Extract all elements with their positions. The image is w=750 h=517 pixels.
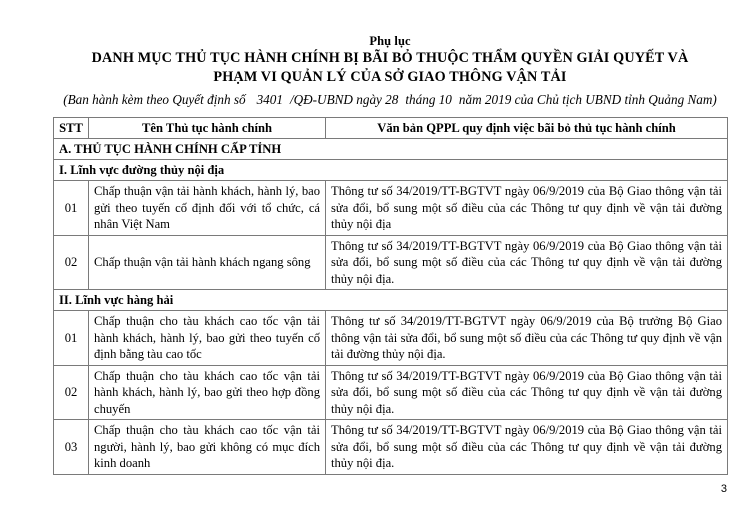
document-header [53,33,727,110]
column-header-document: Văn bản QPPL quy định việc bãi bỏ thủ tục hành chính [326,118,728,139]
row-procedure-name: Chấp thuận vận tải hành khách, hành lý, bao gửi theo tuyến cố định đối với tổ chức, cá nhân Việt Nam [89,181,326,236]
row-procedure-name: Chấp thuận cho tàu khách cao tốc vận tải người, hành lý, bao gửi không có mục đích kinh doanh [89,420,326,475]
table-row [54,235,728,290]
row-document-reference: Thông tư số 34/2019/TT-BGTVT ngày 06/9/2019 của Bộ Giao thông vận tải sửa đổi, bổ sung một số điều của các Thông tư quy định về vận tải đường thủy nội địa. [326,420,728,475]
section-row-a [54,139,728,160]
section-heading-ii: II. Lĩnh vực hàng hải [54,290,728,311]
page-number: 3 [720,483,727,495]
row-stt: 03 [54,420,89,475]
table-row [54,311,728,366]
subtitle-year-part: năm 2019 của Chủ tịch UBND tỉnh Quảng Nam) [458,92,717,107]
subtitle-part-1: (Ban hành kèm theo Quyết định số [63,92,246,107]
section-heading-a: A. THỦ TỤC HÀNH CHÍNH CẤP TỈNH [54,139,728,160]
administrative-procedures-table [53,117,728,475]
column-header-stt: STT [54,118,89,139]
appendix-label: Phụ lục [369,34,411,48]
row-document-reference: Thông tư số 34/2019/TT-BGTVT ngày 06/9/2019 của Bộ Giao thông vận tải sửa đổi, bổ sung một số điều của các Thông tư quy định về vận tải đường thủy nội địa. [326,235,728,290]
table-row [54,365,728,420]
subtitle-part-2: /QĐ-UBND ngày 28 [289,92,399,107]
document-subtitle [53,90,727,110]
document-title-line-2: PHẠM VI QUẢN LÝ CỦA SỞ GIAO THÔNG VẬN TẢI [213,69,567,85]
row-document-reference: Thông tư số 34/2019/TT-BGTVT ngày 06/9/2019 của Bộ trưởng Bộ Giao thông vận tải sửa đổi, bổ sung một số điều của các Thông tư quy định về vận tải đường thủy nội địa. [326,311,728,366]
document-title-line-1: DANH MỤC THỦ TỤC HÀNH CHÍNH BỊ BÃI BỎ THUỘC THẨM QUYỀN GIẢI QUYẾT VÀ [91,50,689,66]
table-row [54,420,728,475]
section-row-i [54,160,728,181]
section-heading-i: I. Lĩnh vực đường thủy nội địa [54,160,728,181]
row-procedure-name: Chấp thuận vận tải hành khách ngang sông [89,235,326,290]
column-header-procedure-name: Tên Thủ tục hành chính [89,118,326,139]
row-stt: 01 [54,311,89,366]
row-procedure-name: Chấp thuận cho tàu khách cao tốc vận tải hành khách, hành lý, bao gửi theo hợp đồng chuyến [89,365,326,420]
row-document-reference: Thông tư số 34/2019/TT-BGTVT ngày 06/9/2019 của Bộ Giao thông vận tải sửa đổi, bổ sung một số điều của các Thông tư quy định về vận tải đường thủy nội địa. [326,365,728,420]
row-stt: 02 [54,365,89,420]
section-row-ii [54,290,728,311]
row-stt: 01 [54,181,89,236]
table-row [54,181,728,236]
row-stt: 02 [54,235,89,290]
subtitle-decision-number: 3401 [256,92,283,107]
row-document-reference: Thông tư số 34/2019/TT-BGTVT ngày 06/9/2019 của Bộ Giao thông vận tải sửa đổi, bổ sung một số điều của các Thông tư quy định về vận tải đường thủy nội địa [326,181,728,236]
table-header-row [54,118,728,139]
row-procedure-name: Chấp thuận cho tàu khách cao tốc vận tải hành khách, hành lý, bao gửi theo tuyến cố định bằng tàu cao tốc [89,311,326,366]
subtitle-month: tháng 10 [405,92,452,107]
